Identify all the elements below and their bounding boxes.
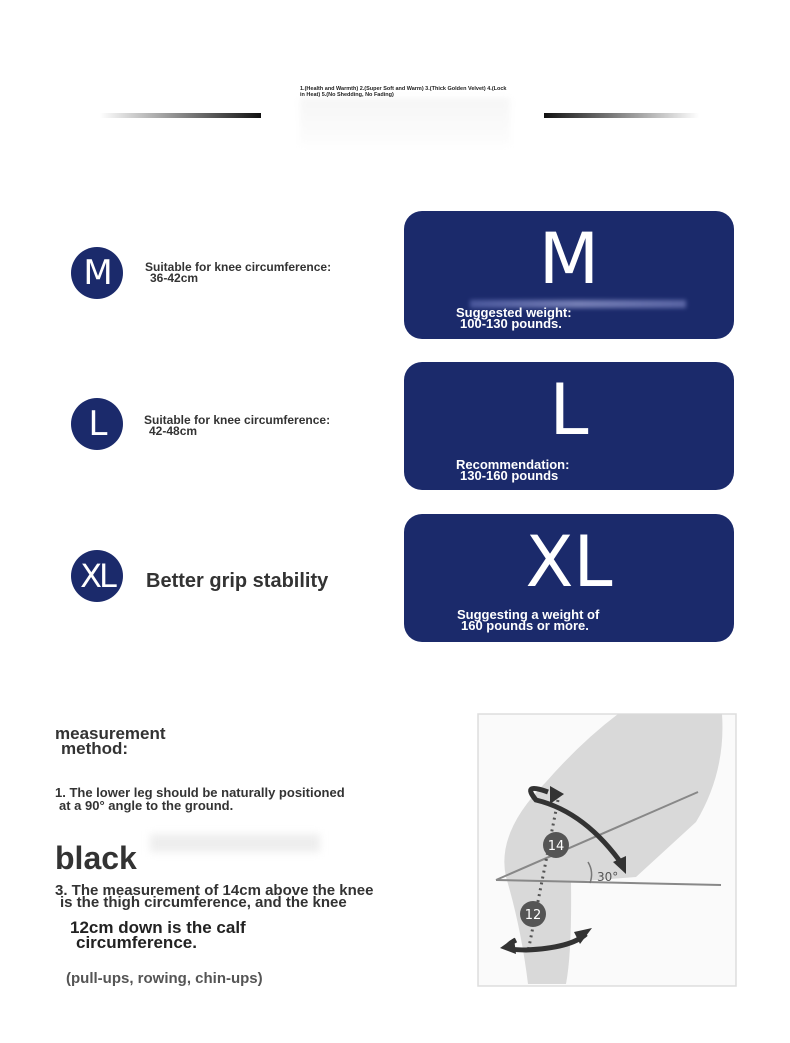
size-badge-xl: XL bbox=[71, 550, 123, 602]
size-badge-l: L bbox=[71, 398, 123, 450]
measurement-step-1-line2: at a 90° angle to the ground. bbox=[59, 798, 234, 813]
size-card-l-letter: L bbox=[549, 369, 589, 451]
size-card-l-weight-range: 130-160 pounds bbox=[460, 468, 559, 483]
size-badge-m: M bbox=[71, 247, 123, 299]
size-card-m bbox=[404, 211, 734, 339]
size-m-knee-text bbox=[145, 262, 331, 284]
measurement-step-3-line1: 3. The measurement of 14cm above the knee bbox=[55, 882, 374, 899]
header-left-rule bbox=[100, 113, 261, 118]
size-m-knee-range: 36-42cm bbox=[150, 271, 199, 285]
size-card-l-weight bbox=[456, 459, 569, 481]
size-card-xl-weight bbox=[457, 609, 599, 631]
angle-label: 30° bbox=[597, 870, 619, 884]
measurement-step-1 bbox=[55, 786, 345, 812]
size-card-xl-letter: XL bbox=[525, 521, 613, 603]
calf-note-line1: 12cm down is the calf bbox=[70, 918, 246, 937]
size-m-knee-label: Suitable for knee circumference: bbox=[145, 260, 332, 274]
size-card-xl-weight-label: Suggesting a weight of bbox=[457, 607, 600, 622]
calf-note-line2: circumference. bbox=[76, 933, 197, 952]
header-right-rule bbox=[544, 113, 699, 118]
size-card-m-weight bbox=[456, 307, 572, 329]
size-card-m-letter: M bbox=[538, 218, 600, 300]
header-features-text: 1.(Health and Warmth) 2.(Super Soft and Warm) 3.(Thick Golden Velvet) 4.(Lock in Heat) 5.(No Shedding, No Fading) bbox=[300, 86, 507, 98]
size-l-knee-range: 42-48cm bbox=[149, 424, 198, 438]
size-l-knee-text bbox=[144, 415, 330, 437]
exercise-list: (pull-ups, rowing, chin-ups) bbox=[66, 970, 263, 987]
measurement-title bbox=[55, 726, 166, 756]
size-card-xl-weight-range: 160 pounds or more. bbox=[461, 618, 589, 633]
size-l-knee-label: Suitable for knee circumference: bbox=[144, 413, 331, 427]
calf-value: 12 bbox=[524, 908, 542, 923]
header-blurred-title bbox=[300, 98, 510, 146]
thigh-value: 14 bbox=[547, 839, 565, 854]
size-xl-grip-text: Better grip stability bbox=[146, 570, 329, 592]
measurement-step-3-line2: is the thigh circumference, and the knee bbox=[60, 894, 347, 911]
size-card-l-weight-label: Recommendation: bbox=[456, 457, 570, 472]
size-card-l bbox=[404, 362, 734, 490]
size-card-xl bbox=[404, 514, 734, 642]
size-card-m-weight-label: Suggested weight: bbox=[456, 305, 572, 320]
color-word: black bbox=[55, 840, 137, 876]
measurement-step-1-line1: 1. The lower leg should be naturally positioned bbox=[55, 785, 345, 800]
measurement-title-line2: method: bbox=[61, 739, 129, 758]
blurred-text-strip bbox=[150, 834, 320, 852]
size-card-m-weight-range: 100-130 pounds. bbox=[460, 316, 562, 331]
knee-measurement-diagram bbox=[476, 712, 738, 988]
measurement-step-3 bbox=[55, 882, 374, 911]
measurement-title-line1: measurement bbox=[55, 724, 166, 743]
calf-note bbox=[70, 920, 246, 950]
